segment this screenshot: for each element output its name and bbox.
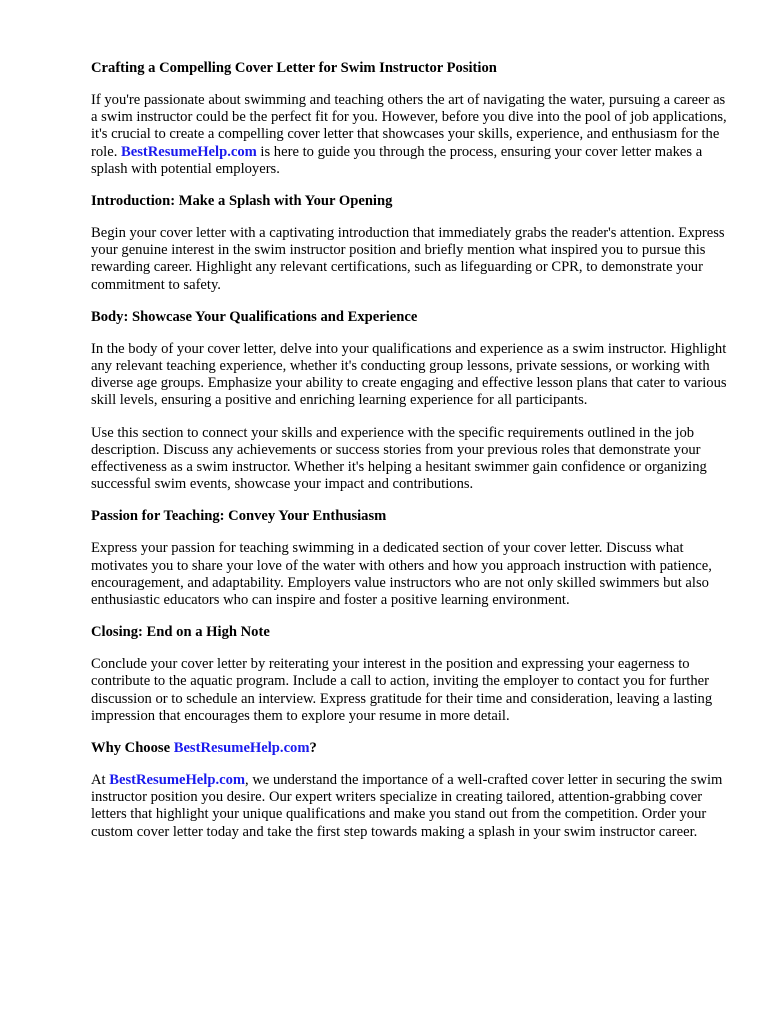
passion-heading: Passion for Teaching: Convey Your Enthusiasm xyxy=(91,508,387,525)
body-paragraph-1: In the body of your cover letter, delve into your qualifications and experience as a swim instructor. Highlight any relevant teaching experience, whether it's conducting group lessons, private sessions, or working with diverse age groups. Emphasize your ability to create engaging and effective lesson plans that cater to various skill levels, ensuring a positive and enriching learning experience for all participants. xyxy=(91,340,727,409)
intro-text-after-link: is here to guide you through the process, ensuring your cover letter makes a splash with potential employers. xyxy=(91,143,703,177)
why-choose-heading xyxy=(91,740,727,757)
why-heading-question-mark: ? xyxy=(309,740,317,757)
why-text-after-link: , we understand the importance of a well-crafted cover letter in securing the swim instructor position you desire. Our expert writers specialize in creating tailored, attention-grabbing cover letters that highlight your unique qualifications and make you stand out from the competition. Order your custom cover letter today and take the first step towards making a splash in your swim instructor career. xyxy=(91,772,723,840)
closing-heading: Closing: End on a High Note xyxy=(91,624,270,641)
passion-paragraph: Express your passion for teaching swimming in a dedicated section of your cover letter. Discuss what motivates you to share your love of the water with others and how you approach instruction with patience, encouragement, and adaptability. Employers value instructors who are not only skilled swimmers but also enthusiastic educators who can inspire and foster a positive learning environment. xyxy=(91,540,712,609)
why-heading-link[interactable]: BestResumeHelp.com xyxy=(173,740,310,757)
body-heading: Body: Showcase Your Qualifications and Experience xyxy=(91,308,418,325)
document-page xyxy=(91,60,727,856)
intro-text-before-link: If you're passionate about swimming and teaching others the art of navigating the water, pursuing a career as a swim instructor could be the perfect fit for you. However, before you dive into the pool of job applications, it's crucial to create a compelling cover letter that showcases your skills, experience, and enthusiasm for the role. xyxy=(91,92,727,160)
intro-paragraph xyxy=(91,92,727,178)
introduction-heading: Introduction: Make a Splash with Your Opening xyxy=(91,193,393,210)
body-paragraph-2: Use this section to connect your skills and experience with the specific requirements outlined in the job description. Discuss any achievements or success stories from your previous roles that demonstrate your effectiveness as a swim instructor. Whether it's helping a hesitant swimmer gain confidence or organizing successful swim events, showcase your impact and contributions. xyxy=(91,424,707,493)
document-title: Crafting a Compelling Cover Letter for Swim Instructor Position xyxy=(91,60,497,76)
why-choose-paragraph xyxy=(91,772,727,841)
bestresumehelp-link[interactable]: BestResumeHelp.com xyxy=(121,143,257,160)
closing-paragraph: Conclude your cover letter by reiterating your interest in the position and expressing your eagerness to contribute to the aquatic program. Include a call to action, inviting the employer to contact you for further discussion or to schedule an interview. Express gratitude for their time and consideration, leaving a lasting impression that encourages them to explore your resume in more detail. xyxy=(91,656,713,724)
why-text-before-link: At xyxy=(91,772,110,789)
introduction-paragraph: Begin your cover letter with a captivating introduction that immediately grabs the reader's attention. Express your genuine interest in the swim instructor position and briefly mention what inspired you to pursue this rewarding career. Highlight any relevant certifications, such as lifeguarding or CPR, to demonstrate your commitment to safety. xyxy=(91,225,725,293)
why-paragraph-link[interactable]: BestResumeHelp.com xyxy=(109,772,246,789)
why-heading-text: Why Choose xyxy=(91,740,174,757)
